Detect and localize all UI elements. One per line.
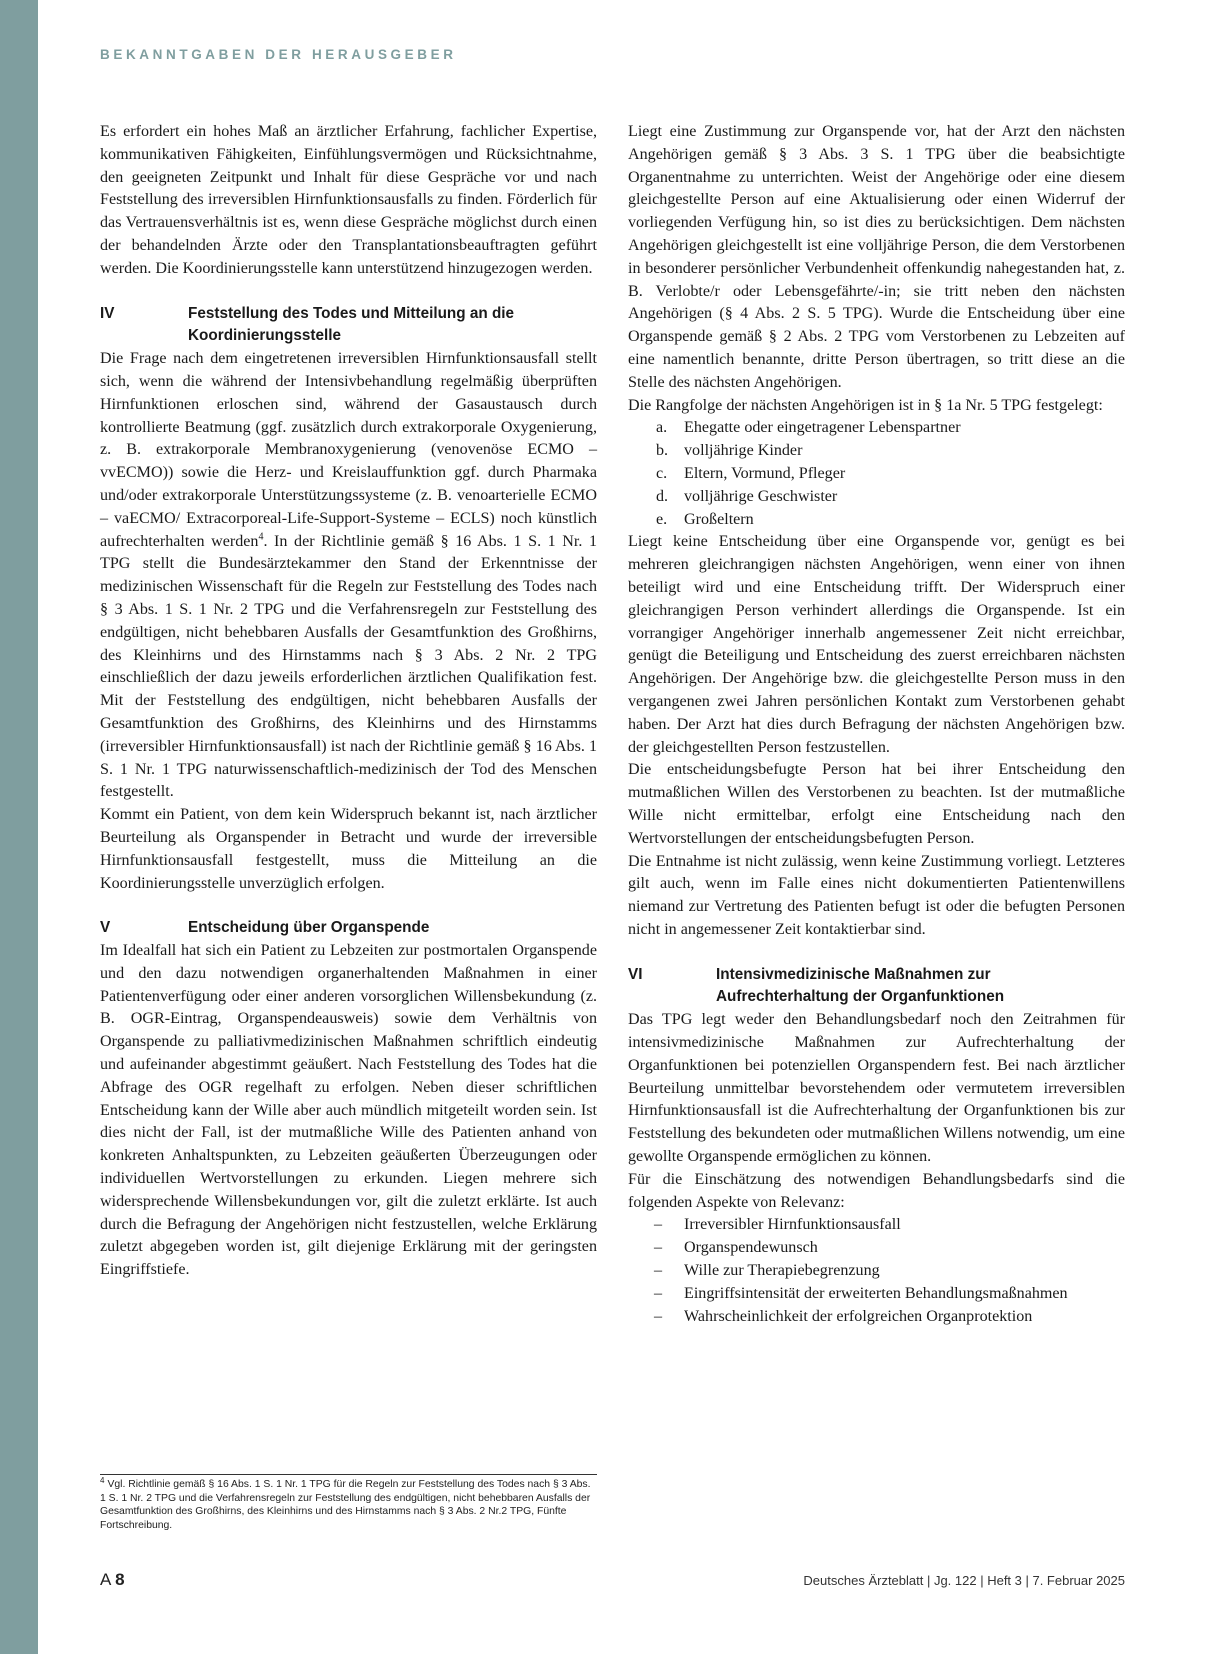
side-color-bar [0,0,38,1654]
left-column [100,121,597,1282]
list-marker: – [654,1239,663,1257]
paragraph-text: Die Frage nach dem eingetretenen irreversiblen Hirnfunktionsausfall stellt sich, wenn die während der Intensivbehandlung regelmäßig überprüften Hirnfunktionen erloschen sind, während der Gasaustausch durch kontrollierte Beatmung (ggf. zusätzlich durch extrakorporale Oxygenierung, z. B. extrakorporale Membranoxygenierung (venovenöse ECMO – vvECMO)) sowie die Herz- und Kreislauffunktion ggf. durch Pharmaka und/oder extrakorporale Unterstützungssysteme (z. B. venoarterielle ECMO – vaECMO/ Extracorporeal-Life-Support-Systeme – ECLS) noch künstlich aufrechterhalten werden [100,350,597,550]
treatment-aspects-list [628,1214,1125,1328]
section-heading-iv [100,303,597,349]
list-item [628,1260,1125,1283]
list-item-text: Irreversibler Hirnfunktionsausfall [684,1216,901,1234]
list-item-text: Großeltern [684,510,754,528]
section-title: Entscheidung über Organspende [188,919,430,937]
paragraph-text: . In der Richtlinie gemäß § 16 Abs. 1 S. 1 Nr. 1 TPG stellt die Bundesärztekammer den Stand der Erkenntnisse der medizinischen Wissenschaft für die Regeln zur Feststellung des Todes nach § 3 Abs. 1 S. 1 Nr. 2 TPG und die Verfahrensregeln zur Feststellung des endgültigen, nicht behebbaren Ausfalls der Gesamtfunktion des Großhirns, des Kleinhirns und des Hirnstamms nach § 3 Abs. 2 Nr. 2 TPG einschließlich der dazu jeweils erforderlichen ärztlichen Qualifikation fest. Mit der Feststellung des endgültigen, nicht behebbaren Ausfalls der Gesamtfunktion des Großhirns, des Kleinhirns und des Hirnstamms (irreversibler Hirnfunktionsausfall) ist nach der Richtlinie gemäß § 16 Abs. 1 S. 1 Nr. 1 TPG naturwissenschaftlich-medizinisch der Tod des Menschen festgestellt. [100,532,597,801]
list-marker: e. [656,510,668,528]
list-item [628,440,1125,463]
list-item-text: Wille zur Therapiebegrenzung [684,1262,880,1280]
section-number: V [100,919,111,937]
footnote [100,1474,597,1532]
list-item [628,1306,1125,1329]
list-item-text: Ehegatte oder eingetragener Lebenspartner [684,419,961,437]
list-item-text: Wahrscheinlichkeit der erfolgreichen Organprotektion [684,1307,1033,1325]
list-marker: – [654,1216,663,1234]
section-title: Feststellung des Todes und Mitteilung an die Koordinierungsstelle [188,304,515,345]
list-item [628,486,1125,509]
paragraph: Liegt keine Entscheidung über eine Organspende vor, genügt es bei mehreren gleichrangigen nächsten Angehörigen, wenn einer von ihnen beteiligt wird und eine Entscheidung trifft. Der Widerspruch einer gleichrangigen Person verhindert allerdings die Organspende. Ist ein vorrangiger Angehöriger innerhalb angemessener Zeit nicht erreichbar, genügt die Beteiligung und Entscheidung des zuerst erreichbaren nächsten Angehörigen. Der Angehörige bzw. die gleichgestellte Person muss in den vergangenen zwei Jahren persönlichen Kontakt zum Verstorbenen gehabt haben. Der Arzt hat dies durch Befragung der nächsten Angehörigen bzw. der gleichgestellten Person festzustellen. [628,533,1125,756]
list-marker: – [654,1284,663,1302]
paragraph: Im Idealfall hat sich ein Patient zu Lebzeiten zur postmortalen Organspende und den dazu notwendigen organerhaltenden Maßnahmen in einer Patientenverfügung oder einer anderen vorsorglichen Willensbekundung (z. B. OGR-Eintrag, Organspendeausweis) sowie dem Verhältnis von Organspende zu palliativmedizinischen Maßnahmen schriftlich eindeutig und aufeinander abgestimmt geäußert. Nach Feststellung des Todes hat die Abfrage des OGR regelhaft zu erfolgen. Neben dieser schriftlichen Entscheidung kann der Wille aber auch mündlich mitgeteilt worden sein. Ist dies nicht der Fall, ist der mutmaßliche Wille des Patienten anhand von konkreten Anhaltspunkten, zu Lebzeiten geäußerten Überzeugungen oder individuellen Wertvorstellungen zu erkunden. Liegen mehrere sich widersprechende Willensbekundungen vor, gilt die zuletzt erklärte. Ist auch durch die Befragung der Angehörigen nicht festzustellen, welche Erklärung zuletzt abgegeben worden ist, gilt diejenige Erklärung mit der geringsten Eingriffstiefe. [100,942,597,1279]
list-item-text: Organspendewunsch [684,1239,818,1257]
section-number: IV [100,304,115,322]
list-item [628,463,1125,486]
footnote-text: Vgl. Richtlinie gemäß § 16 Abs. 1 S. 1 Nr. 1 TPG für die Regeln zur Feststellung des Todes nach § 3 Abs. 1 S. 1 Nr. 2 TPG und die Verfahrensregeln zur Feststellung des endgültigen, nicht behebbaren Ausfalls der Gesamtfunktion des Großhirns, des Kleinhirns und des Hirnstamms nach § 3 Abs. 2 Nr.2 TPG, Fünfte Fortschreibung. [100,1479,591,1531]
list-marker: – [654,1262,663,1280]
list-item-text: volljährige Kinder [684,442,803,460]
paragraph: Die entscheidungsbefugte Person hat bei ihrer Entscheidung den mutmaßlichen Willen des Verstorbenen zu beachten. Ist der mutmaßliche Wille nicht ermittelbar, erfolgt eine Entscheidung nach den Wertvorstellungen der entscheidungsbefugten Person. [628,761,1125,847]
paragraph: Es erfordert ein hohes Maß an ärztlicher Erfahrung, fachlicher Expertise, kommunikativen Fähigkeiten, Einfühlungsvermögen und Rücksichtnahme, den geeigneten Zeitpunkt und Inhalt für diese Gespräche vor und nach Feststellung des irreversiblen Hirnfunktionsausfalls zu finden. Förderlich für das Vertrauensverhältnis ist es, wenn diese Gespräche möglichst durch einen der behandelnden Ärzte oder den Transplantationsbeauftragten geführt werden. Die Koordinierungsstelle kann unterstützend hinzugezogen werden. [100,123,597,277]
relatives-rank-list [628,417,1125,531]
paragraph: Die Entnahme ist nicht zulässig, wenn keine Zustimmung vorliegt. Letzteres gilt auch, wenn im Falle eines nicht dokumentierten Patientenwillens niemand zur Vertretung des Patienten befugt ist oder die befugten Personen nicht in angemessener Zeit kontaktierbar sind. [628,852,1125,938]
page-number [100,1570,125,1590]
page-number-value: 8 [115,1570,125,1589]
list-marker: b. [656,442,669,460]
paragraph: Kommt ein Patient, von dem kein Widerspruch bekannt ist, nach ärztlicher Beurteilung als Organspender in Betracht und wurde der irreversible Hirnfunktionsausfall festgestellt, muss die Mitteilung an die Koordinierungsstelle unverzüglich erfolgen. [100,806,597,892]
paragraph: Das TPG legt weder den Behandlungsbedarf noch den Zeitrahmen für intensivmedizinische Maßnahmen zur Aufrechterhaltung der Organfunktionen bei potenziellen Organspendern fest. Bei nach ärztlicher Beurteilung unmittelbar bevorstehendem oder vermutetem irreversiblen Hirnfunktionsausfall ist die Aufrechterhaltung der Organfunktionen bis zur Feststellung des bekundeten oder mutmaßlichen Willens notwendig, um eine gewollte Organspende ermöglichen zu können. [628,1011,1125,1166]
list-item [628,1237,1125,1260]
page-prefix: A [100,1570,111,1589]
list-marker: c. [656,464,668,482]
section-number: VI [628,965,643,983]
paragraph: Die Rangfolge der nächsten Angehörigen ist in § 1a Nr. 5 TPG festgelegt: [628,396,1103,414]
section-heading-vi [628,964,1125,1010]
journal-citation: Deutsches Ärzteblatt | Jg. 122 | Heft 3 | 7. Februar 2025 [803,1573,1125,1588]
list-item [628,1283,1125,1306]
list-marker: a. [656,419,668,437]
list-item-text: volljährige Geschwister [684,487,838,505]
list-item [628,417,1125,440]
paragraph: Liegt eine Zustimmung zur Organspende vor, hat der Arzt den nächsten Angehörigen gemäß § 3 Abs. 3 S. 1 TPG über die beabsichtigte Organentnahme zu unterrichten. Weist der Angehörige oder eine diesem gleichgestellte Person auf eine Aktualisierung oder einen Widerruf der vorliegenden Verfügung hin, so ist dies zu berücksichtigen. Dem nächsten Angehörigen gleichgestellt ist eine volljährige Person, die dem Verstorbenen in besonderer persönlicher Verbundenheit offenkundig nahegestanden hat, z. B. Verlobte/r oder Lebensgefährte/-in; sie tritt neben den nächsten Angehörigen (§ 4 Abs. 2 S. 5 TPG). Wurde die Entscheidung über eine Organspende gemäß § 2 Abs. 2 TPG vom Verstorbenen zu Lebzeiten auf eine namentlich benannte, dritte Person übertragen, so tritt diese an die Stelle des nächsten Angehörigen. [628,123,1125,391]
paragraph: Für die Einschätzung des notwendigen Behandlungsbedarfs sind die folgenden Aspekte von Relevanz: [628,1170,1125,1211]
footnote-mark: 4 [100,1475,105,1485]
section-title: Intensivmedizinische Maßnahmen zur Aufrechterhaltung der Organfunktionen [716,965,1005,1006]
list-item-text: Eltern, Vormund, Pfleger [684,464,846,482]
right-column [628,121,1125,1328]
list-item [628,509,1125,532]
section-heading-v [100,917,597,940]
running-head: BEKANNTGABEN DER HERAUSGEBER [100,47,457,62]
footnote-reference: 4 [258,531,264,543]
list-item [628,1214,1125,1237]
list-marker: – [654,1307,663,1325]
list-marker: d. [656,487,669,505]
paragraph [100,348,597,804]
list-item-text: Eingriffsintensität der erweiterten Behandlungsmaßnahmen [684,1284,1068,1302]
